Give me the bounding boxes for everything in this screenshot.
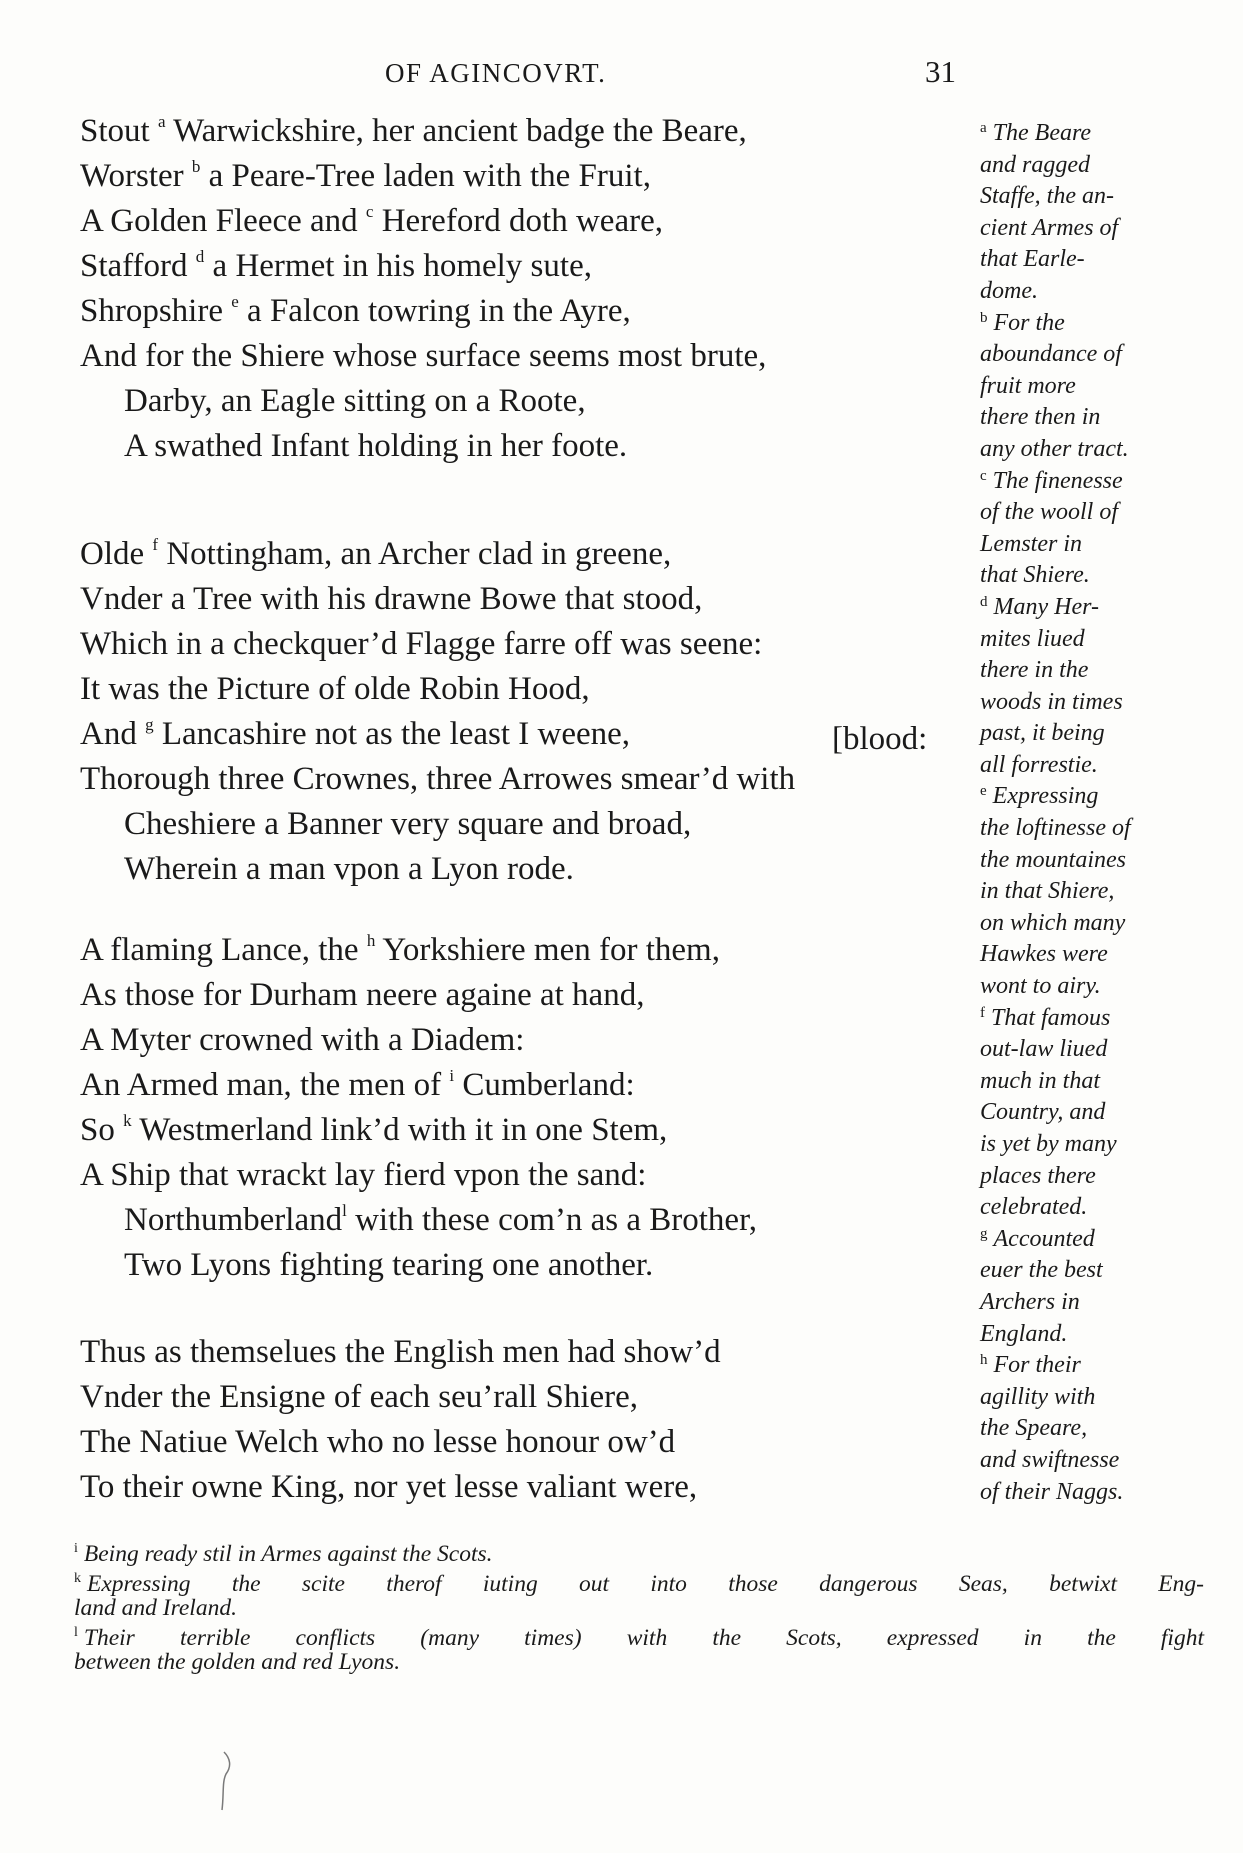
footnote-k: $^k$ Expressing the scite therof iuting out into those dangerous Seas, betwixt Eng- land and Ireland. — [74, 1571, 1204, 1621]
note-mark: f — [152, 535, 159, 554]
note-mark: i — [449, 1066, 455, 1085]
turnover-word: [blood: — [832, 721, 928, 757]
page-number: 31 — [925, 54, 956, 89]
verse-line: A swathed Infant holding in her foote. — [124, 428, 628, 464]
verse-line: The Natiue Welch who no lesse honour ow’d — [80, 1424, 676, 1460]
note-mark: l — [342, 1201, 347, 1220]
running-title: OF AGINCOVRT. — [385, 58, 607, 88]
stanza-2 — [80, 532, 980, 892]
sidenote-h: $^h$ For their agillity with the Speare, and swiftnesse of their Naggs. — [980, 1352, 1124, 1505]
verse-line: And for the Shiere whose surface seems most brute, — [80, 338, 767, 374]
verse-line: Shropshire $^e$ a Falcon towring in the Ayre, — [80, 292, 631, 329]
verse-line: A flaming Lance, the $^h$ Yorkshiere men for them, — [80, 931, 720, 968]
verse-line: A Golden Fleece and $^c$ Hereford doth weare, — [80, 202, 663, 239]
stanza-4 — [80, 1330, 980, 1510]
sidenote-c: $^c$ The finenesse of the wooll of Lemster in that Shiere. — [980, 467, 1123, 589]
stanza-1 — [80, 109, 980, 469]
sidenote-g: $^g$ Accounted euer the best Archers in England. — [980, 1225, 1103, 1347]
sidenote-a: $^a$ The Beare and ragged Staffe, the an- cient Armes of that Earle- dome. — [980, 120, 1119, 304]
note-mark: d — [195, 247, 205, 266]
stanza-3 — [80, 928, 980, 1288]
verse-line: Vnder the Ensigne of each seu’rall Shiere, — [80, 1379, 639, 1415]
verse-line: Vnder a Tree with his drawne Bowe that stood, — [80, 581, 703, 617]
sidenote-d: $^d$ Many Her- mites liued there in the woods in times past, it being all forrestie. — [980, 593, 1123, 778]
note-mark: e — [231, 292, 239, 311]
note-mark: b — [191, 157, 201, 176]
verse-line: Worster $^b$ a Peare-Tree laden with the Fruit, — [80, 157, 651, 194]
sidenote-e: $^e$ Expressing the loftinesse of the mountaines in that Shiere, on which many Hawkes were wont to airy. — [980, 783, 1131, 1000]
note-mark: a — [157, 112, 166, 131]
verse-line: To their owne King, nor yet lesse valiant were, — [80, 1469, 698, 1505]
note-mark: k — [123, 1111, 132, 1130]
footnote-i: $^i$ Being ready stil in Armes against the Scots. — [74, 1541, 493, 1567]
verse-line: Two Lyons fighting tearing one another. — [124, 1247, 654, 1283]
verse-line: Thorough three Crownes, three Arrowes smear’d with — [80, 761, 796, 797]
verse-line: A Myter crowned with a Diadem: — [80, 1022, 525, 1058]
verse-line: Stafford $^d$ a Hermet in his homely sute, — [80, 247, 592, 284]
verse-line: An Armed man, the men of $^i$ Cumberland: — [80, 1066, 635, 1103]
verse-line: Darby, an Eagle sitting on a Roote, — [124, 383, 586, 419]
verse-line: So $^k$ Westmerland link’d with it in one Stem, — [80, 1111, 668, 1148]
marginal-notes — [980, 118, 1200, 1508]
sidenote-b: $^b$ For the aboundance of fruit more there then in any other tract. — [980, 309, 1129, 462]
verse-line: Thus as themselues the English men had show’d — [80, 1334, 721, 1370]
verse-line: Stout $^a$ Warwickshire, her ancient badge the Beare, — [80, 112, 747, 149]
verse-line: It was the Picture of olde Robin Hood, — [80, 671, 590, 707]
sidenote-f: $^f$ That famous out-law liued much in that Country, and is yet by many places there celebrated. — [980, 1004, 1117, 1221]
verse-line: Olde $^f$ Nottingham, an Archer clad in greene, — [80, 535, 672, 572]
verse-line: Cheshiere a Banner very square and broad, — [124, 806, 692, 842]
footnote-l: $^l$ Their terrible conflicts (many times) with the Scots, expressed in the fight between the golden and red Lyons. — [74, 1625, 1204, 1675]
note-mark: c — [365, 202, 374, 221]
note-mark: h — [366, 931, 376, 950]
verse-line: And $^g$ Lancashire not as the least I weene, — [80, 715, 631, 752]
footnotes — [74, 1543, 1204, 1681]
verse-line: A Ship that wrackt lay fierd vpon the sand: — [80, 1157, 647, 1193]
verse-line: Which in a checkquer’d Flagge farre off was seene: — [80, 626, 763, 662]
verse-line: Northumberland$^l$ with these com’n as a Brother, — [124, 1201, 757, 1238]
pencil-mark — [210, 1748, 240, 1818]
verse-line: Wherein a man vpon a Lyon rode. — [124, 851, 574, 887]
verse-line: As those for Durham neere againe at hand, — [80, 977, 645, 1013]
note-mark: g — [145, 715, 154, 734]
